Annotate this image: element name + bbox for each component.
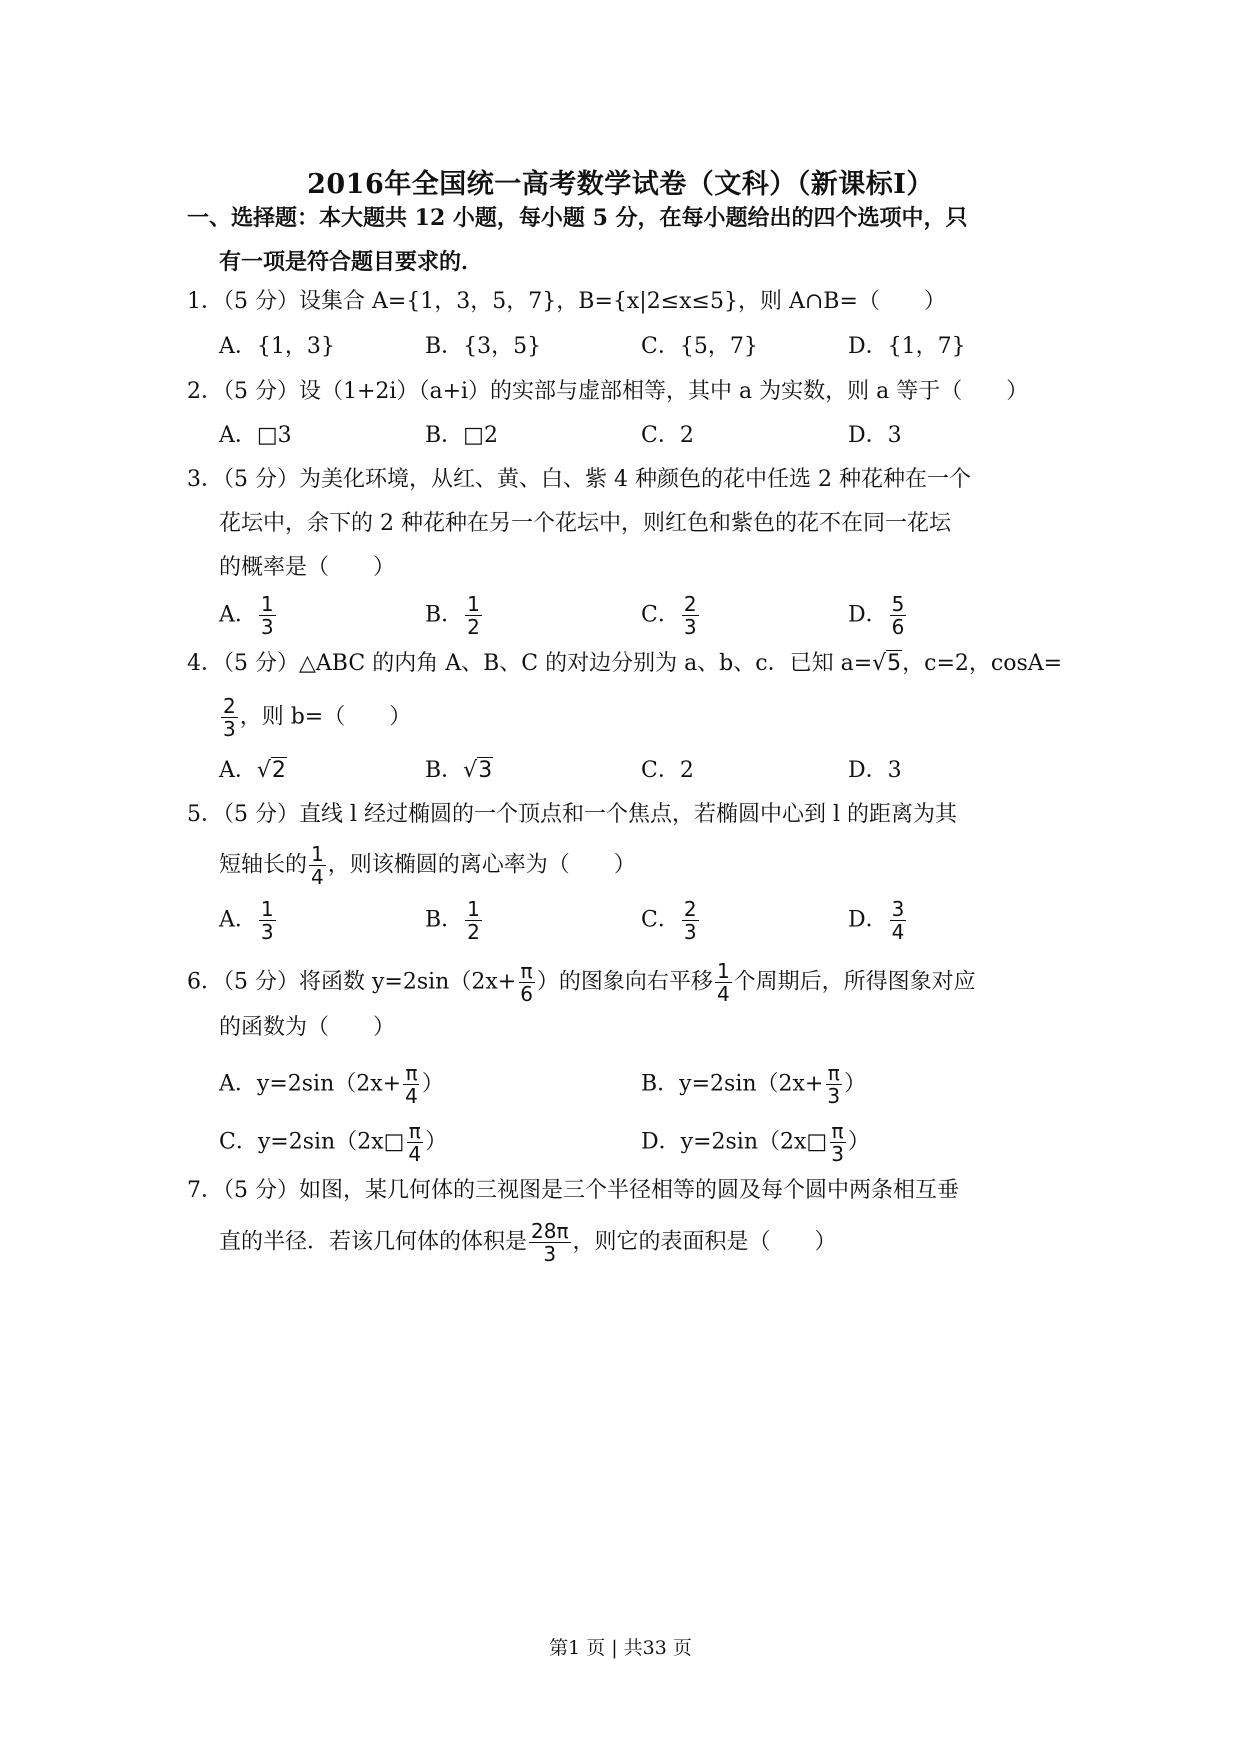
fraction: $\frac{1}{2}$ (467, 897, 480, 944)
q1-option-a: A．{1，3} (219, 334, 335, 359)
q2-option-c: C．2 (641, 423, 694, 448)
option-label: A． (219, 602, 257, 628)
q1-option-c: C．{5，7} (641, 334, 758, 359)
q7-stem-line2: 直的半径．若该几何体的体积是 $\frac{28\pi}{3}$ ，则它的表面积是（ ） (219, 1219, 837, 1266)
q3-option-a (219, 593, 278, 638)
fraction: $\frac{1}{3}$ (260, 897, 274, 944)
q4-stem-line1: 4．（5 分）△ABC 的内角 A、B、C 的对边分别为 a、b、c．已知 a=√5，c=2，cosA= (187, 651, 1063, 676)
q3-option-c (641, 593, 701, 638)
q7-stem-line1: 7．（5 分）如图，某几何体的三视图是三个半径相等的圆及每个圆中两条相互垂 (187, 1178, 959, 1203)
q2-option-d: D．3 (848, 423, 902, 448)
fraction: $\frac{1}{3}$ (260, 592, 274, 639)
option-label: B． (425, 602, 464, 628)
section-heading-line2: 有一项是符合题目要求的． (219, 249, 484, 275)
q4-option-b: B．√3 (425, 758, 493, 783)
q4-option-c: C．2 (641, 758, 694, 783)
q6-option-a: A．y=2sin（2x+ $\frac{\pi}{4}$ ） (219, 1061, 444, 1108)
fraction: $\frac{2}{3}$ (683, 897, 697, 944)
sqrt: √2 (256, 758, 286, 783)
q6-option-c: C．y=2sin（2x□ $\frac{\pi}{4}$ ） (219, 1119, 448, 1166)
q5-option-b: B． $\frac{1}{2}$ (425, 897, 480, 944)
q3-stem-line3: 的概率是（ ） (219, 555, 396, 580)
fraction: $\frac{2}{3}$ (683, 592, 697, 639)
fraction: $\frac{3}{4}$ (891, 897, 905, 944)
section-heading-line1: 一、选择题：本大题共 12 小题，每小题 5 分，在每小题给出的四个选项中，只 (187, 205, 968, 231)
q6-option-b: B．y=2sin（2x+ $\frac{\pi}{3}$ ） (641, 1061, 867, 1108)
fraction: $\frac{1}{4}$ (311, 842, 324, 889)
q5-option-d: D． $\frac{3}{4}$ (848, 897, 905, 944)
q6-option-d: D．y=2sin（2x□ $\frac{\pi}{3}$ ） (641, 1119, 870, 1166)
fraction: $\frac{1}{4}$ (716, 959, 730, 1006)
fraction: $\frac{\pi}{6}$ (520, 959, 533, 1006)
q6-stem-line1: 6．（5 分）将函数 y=2sin（2x+ $\frac{\pi}{6}$ ）的图象向右平移 $\frac{1}{4}$ 个周期后，所得图象对应 (187, 959, 976, 1006)
page-footer: 第1 页 | 共33 页 (549, 1637, 692, 1659)
sqrt: √3 (463, 758, 493, 783)
fraction: $\frac{28\pi}{3}$ (531, 1219, 569, 1266)
fraction: $\frac{\pi}{3}$ (827, 1061, 841, 1108)
q2-option-a: A．□3 (219, 423, 292, 448)
q5-stem-line2: 短轴长的 $\frac{1}{4}$ ，则该椭圆的离心率为（ ） (219, 842, 636, 889)
q4-option-d: D．3 (848, 758, 902, 783)
q5-stem-line1: 5．（5 分）直线 l 经过椭圆的一个顶点和一个焦点，若椭圆中心到 l 的距离为其 (187, 802, 958, 827)
fraction: $\frac{1}{2}$ (467, 592, 480, 639)
q1-stem: 1．（5 分）设集合 A={1，3，5，7}，B={x|2≤x≤5}，则 A∩B=（ ） (187, 289, 946, 314)
q5-option-c: C． $\frac{2}{3}$ (641, 897, 697, 944)
q3-stem-line1: 3．（5 分）为美化环境，从红、黄、白、紫 4 种颜色的花中任选 2 种花种在一个 (187, 467, 971, 492)
q3-option-b (425, 593, 484, 638)
fraction: $\frac{2}{3}$ (223, 694, 236, 741)
q1-option-b: B．{3，5} (425, 334, 542, 359)
option-label: D． (848, 602, 888, 628)
q5-option-a: A． $\frac{1}{3}$ (219, 897, 274, 944)
q4-stem-line2: $\frac{2}{3}$ ，则 b=（ ） (223, 694, 412, 741)
q1-option-d: D．{1，7} (848, 334, 966, 359)
fraction: $\frac{\pi}{4}$ (408, 1119, 422, 1166)
q6-stem-line2: 的函数为（ ） (219, 1015, 396, 1040)
fraction: $\frac{\pi}{3}$ (831, 1119, 844, 1166)
fraction: $\frac{5}{6}$ (891, 592, 905, 639)
q3-stem-line2: 花坛中，余下的 2 种花种在另一个花坛中，则红色和紫色的花不在同一花坛 (219, 511, 951, 536)
q2-stem: 2．（5 分）设（1+2i）（a+i）的实部与虚部相等，其中 a 为实数，则 a 等于（ ） (187, 379, 1029, 404)
q4-option-a: A．√2 (219, 758, 286, 783)
page-title: 2016年全国统一高考数学试卷（文科）（新课标Ⅰ） (307, 169, 934, 200)
option-label: C． (641, 602, 680, 628)
q3-option-d (848, 593, 908, 638)
q2-option-b: B．□2 (425, 423, 498, 448)
fraction: $\frac{\pi}{4}$ (405, 1061, 418, 1108)
sqrt: √5 (872, 651, 902, 676)
